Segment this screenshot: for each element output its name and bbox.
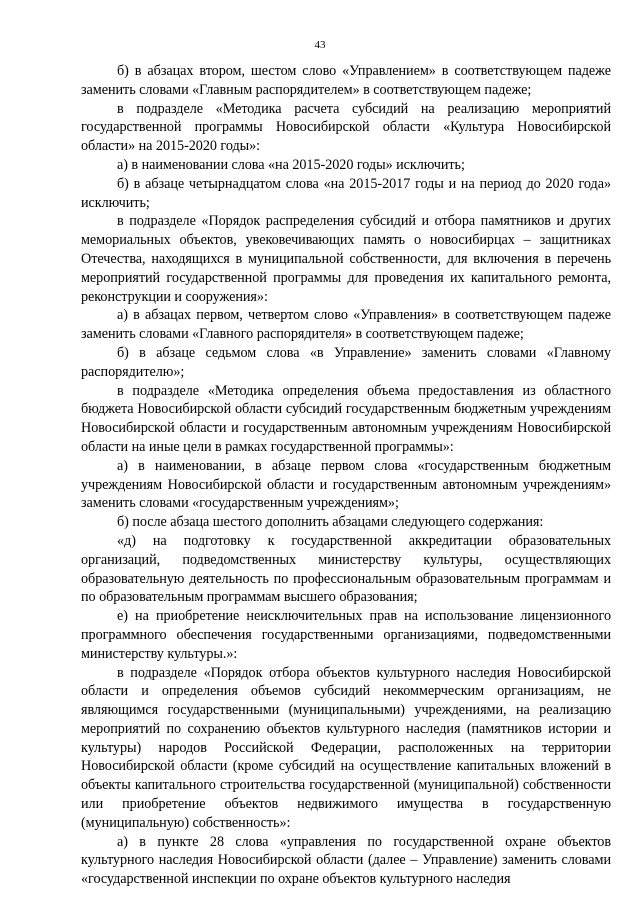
paragraph: б) в абзаце четырнадцатом слова «на 2015-2017 годы и на период до 2020 года» исключить; bbox=[81, 175, 611, 211]
paragraph: а) в абзацах первом, четвертом слово «Управления» в соответствующем падеже заменить словами «Главного распорядителя» в соответствующем падеже; bbox=[81, 307, 611, 343]
paragraph: в подразделе «Методика расчета субсидий на реализацию мероприятий государственной программы Новосибирской области «Культура Новосибирской области» на 2015-2020 годы»: bbox=[81, 100, 611, 155]
paragraph: е) на приобретение неисключительных прав на использование лицензионного программного обеспечения государственными организациями, подведомственными министерству культуры.»: bbox=[81, 608, 611, 662]
page-number: 43 bbox=[314, 39, 326, 51]
paragraph: б) в абзацах втором, шестом слово «Управлением» в соответствующем падеже заменить словами «Главным распорядителем» в соответствующем падеже; bbox=[81, 63, 611, 98]
paragraph: б) в абзаце седьмом слова «в Управление» заменить словами «Главному распорядителю»; bbox=[81, 344, 611, 380]
paragraph: в подразделе «Порядок распределения субсидий и отбора памятников и других мемориальных объектов, увековечивающих память о новосибирцах – защитниках Отечества, находящихся в муниципальной собственности, для включения в перечень мероприятий государственной программы для проведения их капитального ремонта, реконструкции и сооружения»: bbox=[81, 213, 611, 305]
paragraph: в подразделе «Порядок отбора объектов культурного наследия Новосибирской области и определения объемов субсидий некоммерческим организациям, не являющимся государственными (муниципальными) учреждениями, на реализацию мероприятий по сохранению объектов культурного наследия (памятников истории и культуры) народов Российской Федерации, расположенных на территории Новосибирской области (кроме субсидий на осуществление капитальных вложений в объекты капитального строительства государственной (муниципальной) собственности или приобретение объектов недвижимого имущества в государственную (муниципальную) собственность»: bbox=[81, 664, 611, 831]
paragraph: в подразделе «Методика определения объема предоставления из областного бюджета Новосибирской области субсидий государственным бюджетным учреждениям Новосибирской области и государственным автономным учреждениям Новосибирской области на иные цели в рамках государственной программы»: bbox=[81, 382, 611, 455]
document-body bbox=[81, 62, 611, 889]
paragraph: «д) на подготовку к государственной аккредитации образовательных организаций, подведомственных министерству культуры, осуществляющих образовательную деятельность по профессиональным образовательным программам и по образовательным программам высшего образования; bbox=[81, 532, 611, 606]
paragraph: б) после абзаца шестого дополнить абзацами следующего содержания: bbox=[117, 514, 544, 531]
paragraph: а) в пункте 28 слова «управления по государственной охране объектов культурного наследия Новосибирской области (далее – Управление) заменить словами «государственной инспекции по охране объектов культурного наследия bbox=[81, 833, 611, 888]
paragraph: а) в наименовании, в абзаце первом слова «государственным бюджетным учреждениям Новосибирской области и государственным автономным учреждениям» заменить словами «государственным учреждениям»; bbox=[81, 457, 611, 512]
paragraph: а) в наименовании слова «на 2015-2020 годы» исключить; bbox=[117, 156, 465, 173]
